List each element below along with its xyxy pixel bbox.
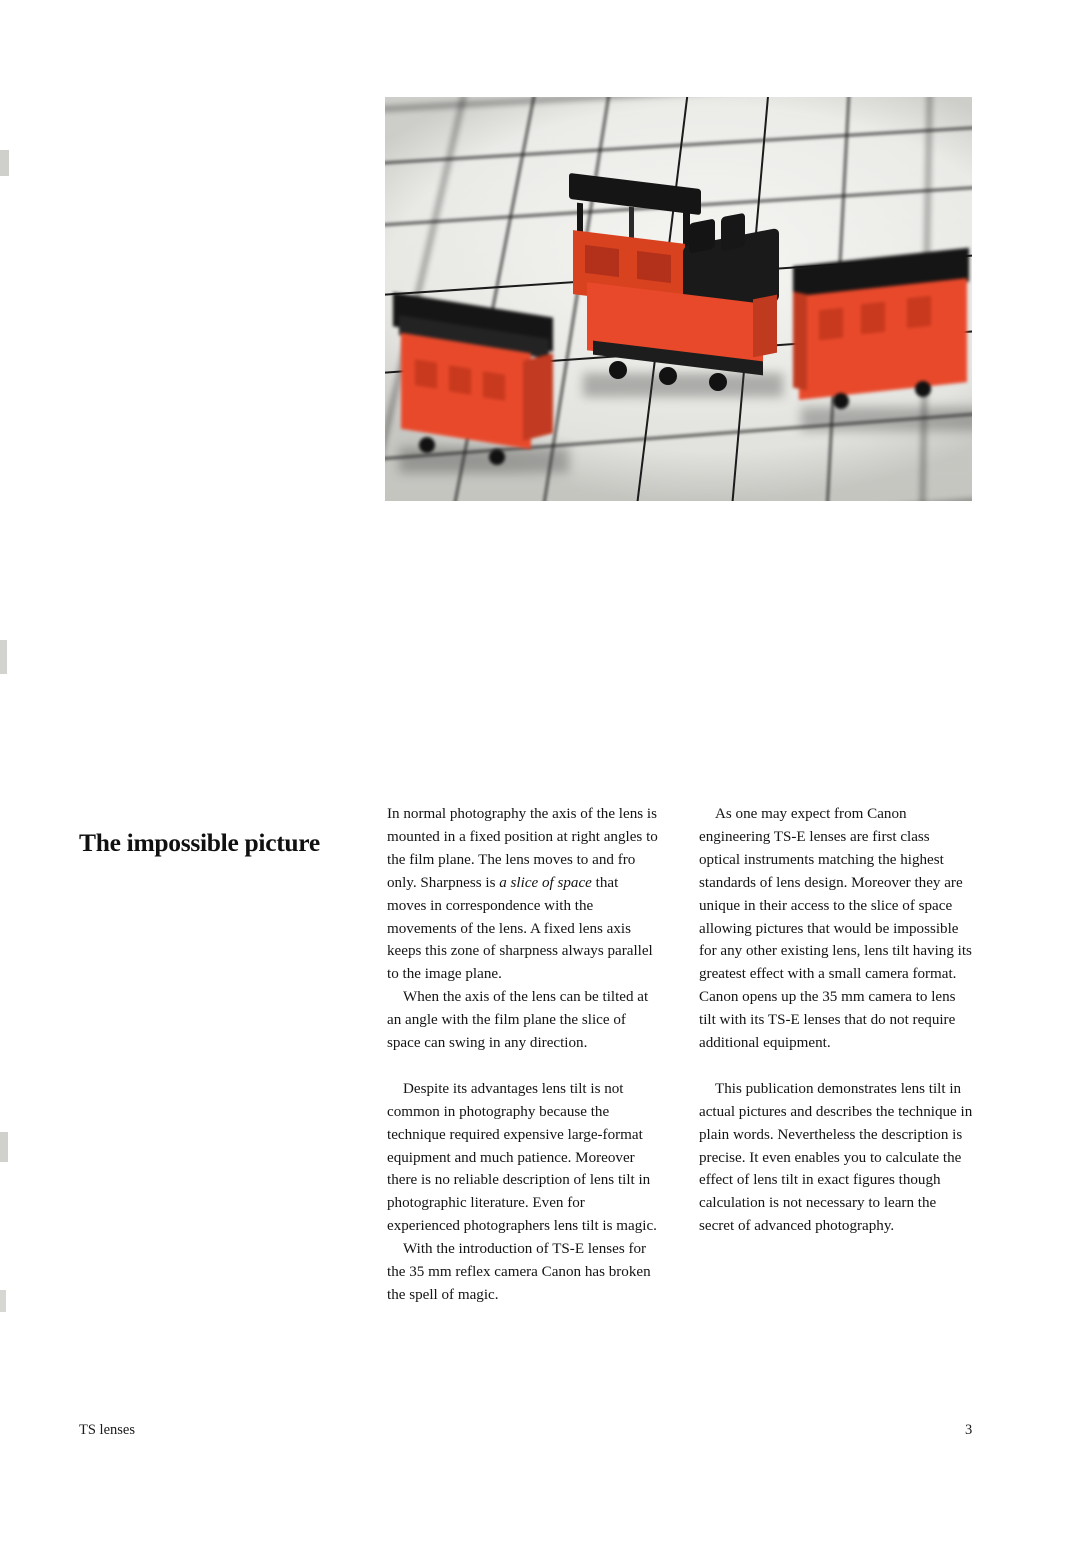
- body-column-left: [387, 803, 661, 1307]
- scan-edge-mark: [0, 1290, 6, 1312]
- toy-coach-left: [393, 297, 573, 487]
- paragraph-emphasis: a slice of space: [499, 874, 592, 891]
- paragraph-text: In normal photography the axis of the lens is mounted in a fixed position at right angles to the film plane. The lens moves to and fro only. Sharpness is: [387, 806, 658, 891]
- footer-section-label: TS lenses: [79, 1422, 135, 1438]
- scan-edge-mark: [0, 150, 9, 176]
- paragraph: When the axis of the lens can be tilted at an angle with the film plane the slice of space can swing in any direction.: [387, 989, 649, 1052]
- scan-edge-mark: [0, 640, 7, 674]
- paragraph: Despite its advantages lens tilt is not common in photography because the technique required expensive large-format equipment and much patience. Moreover there is no reliable description of lens tilt in photographic literature. Even for experienced photographers lens tilt is magic.: [387, 1080, 657, 1235]
- paragraph: As one may expect from Canon engineering TS-E lenses are first class optical instruments matching the highest standards of lens design. Moreover they are unique in their access to the slice of space allowing pictures that would be impossible for any other existing lens, lens tilt having its greatest effect with a small camera format. Canon opens up the 35 mm camera to lens tilt with its TS-E lenses that do not require additional equipment.: [699, 806, 972, 1052]
- page-title: The impossible picture: [79, 828, 320, 858]
- scan-edge-mark: [0, 1132, 8, 1162]
- paragraph: This publication demonstrates lens tilt in actual pictures and describes the technique in plain words. Nevertheless the description is precise. It even enables you to calculate the effect of lens tilt in exact figures though calculation is not necessary to learn the secret of advanced photography.: [699, 1080, 973, 1235]
- toy-locomotive: [563, 175, 813, 405]
- photograph-toy-train: [385, 97, 972, 501]
- body-column-right: [699, 803, 973, 1238]
- toy-caboose-right: [793, 247, 972, 437]
- footer-page-number: 3: [965, 1422, 973, 1438]
- paragraph-text: that moves in correspondence with the movements of the lens. A fixed lens axis keeps this zone of sharpness always parallel to the image plane.: [387, 874, 653, 983]
- paragraph: [387, 803, 661, 986]
- paragraph: With the introduction of TS-E lenses for the 35 mm reflex camera Canon has broken the spell of magic.: [387, 1241, 651, 1304]
